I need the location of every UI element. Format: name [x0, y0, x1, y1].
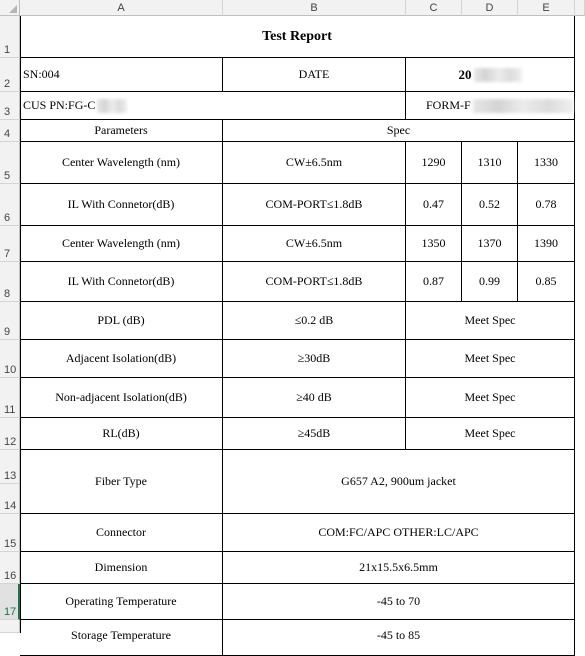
wl1-label[interactable]: Center Wavelength (nm) — [20, 142, 223, 184]
il1-value-e[interactable]: 0.78 — [518, 184, 575, 226]
wl1-value-c[interactable]: 1290 — [406, 142, 462, 184]
row-header-13[interactable]: 13 — [0, 450, 20, 484]
pdl-result[interactable]: Meet Spec — [406, 302, 575, 340]
row-header-15[interactable]: 15 — [0, 514, 20, 552]
il1-value-c[interactable]: 0.47 — [406, 184, 462, 226]
row-header-16[interactable]: 16 — [0, 552, 20, 584]
report-title[interactable]: Test Report — [20, 16, 575, 58]
wl2-spec[interactable]: CW±6.5nm — [223, 226, 406, 262]
form-number: FORM-F — [426, 98, 471, 112]
row-header-6[interactable]: 6 — [0, 184, 20, 226]
column-header-e[interactable]: E — [518, 0, 575, 16]
il2-value-e[interactable]: 0.85 — [518, 262, 575, 302]
il1-label[interactable]: IL With Connetor(dB) — [20, 184, 223, 226]
storage-temp-value[interactable]: -45 to 85 — [223, 620, 575, 656]
wl2-value-c[interactable]: 1350 — [406, 226, 462, 262]
nonadj-isolation-label[interactable]: Non-adjacent Isolation(dB) — [20, 378, 223, 418]
date-value-cell[interactable] — [406, 58, 575, 92]
row-header-7[interactable]: 7 — [0, 226, 20, 262]
row-header-8[interactable]: 8 — [0, 262, 20, 302]
il2-label[interactable]: IL With Connetor(dB) — [20, 262, 223, 302]
operating-temp-label[interactable]: Operating Temperature — [20, 584, 223, 620]
rl-spec[interactable]: ≥45dB — [223, 418, 406, 450]
wl1-value-d[interactable]: 1310 — [462, 142, 518, 184]
row-header-14[interactable]: 14 — [0, 484, 20, 514]
operating-temp-value[interactable]: -45 to 70 — [223, 584, 575, 620]
connector-value[interactable]: COM:FC/APC OTHER:LC/APC — [223, 514, 575, 552]
row-header-9[interactable]: 9 — [0, 302, 20, 340]
storage-temp-label[interactable]: Storage Temperature — [20, 620, 223, 656]
sn-cell[interactable]: SN:004 — [20, 58, 223, 92]
wl2-label[interactable]: Center Wavelength (nm) — [20, 226, 223, 262]
rl-result[interactable]: Meet Spec — [406, 418, 575, 450]
dimension-value[interactable]: 21x15.5x6.5mm — [223, 552, 575, 584]
adj-isolation-label[interactable]: Adjacent Isolation(dB) — [20, 340, 223, 378]
adj-isolation-spec[interactable]: ≥30dB — [223, 340, 406, 378]
row-header-12[interactable]: 12 — [0, 418, 20, 450]
form-cell[interactable] — [406, 92, 575, 120]
column-header-a[interactable]: A — [20, 0, 223, 16]
row-header-2[interactable]: 2 — [0, 58, 20, 92]
redacted-form — [473, 99, 573, 113]
row-header-10[interactable]: 10 — [0, 340, 20, 378]
wl2-value-d[interactable]: 1370 — [462, 226, 518, 262]
il1-spec[interactable]: COM-PORT≤1.8dB — [223, 184, 406, 226]
il1-value-d[interactable]: 0.52 — [462, 184, 518, 226]
il2-value-c[interactable]: 0.87 — [406, 262, 462, 302]
row-header-17[interactable]: 17 — [0, 584, 20, 620]
pdl-label[interactable]: PDL (dB) — [20, 302, 223, 340]
cus-pn-cell[interactable] — [20, 92, 406, 120]
row-header-3[interactable]: 3 — [0, 92, 20, 120]
connector-label[interactable]: Connector — [20, 514, 223, 552]
date-label-cell[interactable]: DATE — [223, 58, 406, 92]
nonadj-isolation-spec[interactable]: ≥40 dB — [223, 378, 406, 418]
select-all-corner[interactable] — [0, 0, 20, 16]
spec-header[interactable]: Spec — [223, 120, 575, 142]
row-header-4[interactable]: 4 — [0, 120, 20, 142]
adj-isolation-result[interactable]: Meet Spec — [406, 340, 575, 378]
wl1-spec[interactable]: CW±6.5nm — [223, 142, 406, 184]
rl-label[interactable]: RL(dB) — [20, 418, 223, 450]
fiber-type-value[interactable]: G657 A2, 900um jacket — [223, 450, 575, 514]
nonadj-isolation-result[interactable]: Meet Spec — [406, 378, 575, 418]
wl1-value-e[interactable]: 1330 — [518, 142, 575, 184]
pdl-spec[interactable]: ≤0.2 dB — [223, 302, 406, 340]
redacted-pn — [97, 99, 127, 113]
redacted-date — [474, 68, 522, 82]
date-value: 20 — [458, 66, 472, 82]
row-header-18[interactable] — [0, 620, 20, 633]
fiber-type-label[interactable]: Fiber Type — [20, 450, 223, 514]
wl2-value-e[interactable]: 1390 — [518, 226, 575, 262]
row-header-5[interactable]: 5 — [0, 142, 20, 184]
report-grid — [20, 16, 585, 642]
il2-value-d[interactable]: 0.99 — [462, 262, 518, 302]
column-header-b[interactable]: B — [223, 0, 406, 16]
row-header-11[interactable]: 11 — [0, 378, 20, 418]
dimension-label[interactable]: Dimension — [20, 552, 223, 584]
parameters-header[interactable]: Parameters — [20, 120, 223, 142]
row-header-1[interactable]: 1 — [0, 16, 20, 58]
cus-pn: CUS PN:FG-C — [23, 98, 96, 112]
il2-spec[interactable]: COM-PORT≤1.8dB — [223, 262, 406, 302]
column-header-d[interactable]: D — [462, 0, 518, 16]
column-header-c[interactable]: C — [406, 0, 462, 16]
column-header-f[interactable] — [575, 0, 585, 16]
